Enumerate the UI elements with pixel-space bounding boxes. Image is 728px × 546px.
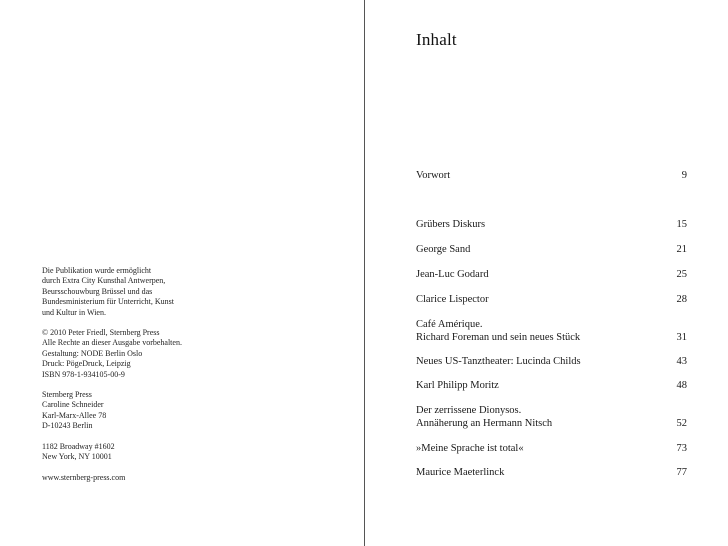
toc-entry[interactable] bbox=[416, 318, 687, 344]
address-line: Karl-Marx-Allee 78 bbox=[42, 410, 107, 420]
toc-entry-title: Jean-Luc Godard bbox=[416, 269, 489, 280]
toc-page-number: 52 bbox=[676, 418, 687, 429]
imprint-page bbox=[42, 266, 242, 493]
page-gutter bbox=[364, 0, 365, 546]
funding-line: Beursschouwburg Brüssel und das bbox=[42, 286, 153, 296]
toc-entry-title: Der zerrissene Dionysos. bbox=[416, 405, 522, 416]
ny-address bbox=[42, 442, 242, 463]
toc-page-number: 21 bbox=[676, 244, 687, 255]
toc-entry-title: Maurice Maeterlinck bbox=[416, 467, 505, 478]
toc-entry-title: »Meine Sprache ist total« bbox=[416, 443, 524, 454]
funding-line: durch Extra City Kunsthal Antwerpen, bbox=[42, 276, 166, 286]
toc-page-number: 9 bbox=[681, 170, 687, 181]
publisher-address bbox=[42, 390, 242, 432]
toc-entry[interactable] bbox=[416, 379, 687, 392]
address-line: Sternberg Press bbox=[42, 390, 92, 400]
toc-page-number: 48 bbox=[676, 380, 687, 391]
funding-line: Die Publikation wurde ermöglicht bbox=[42, 266, 152, 275]
toc-page-number: 31 bbox=[676, 332, 687, 343]
toc-entry[interactable] bbox=[416, 404, 687, 430]
funding-line: und Kultur in Wien. bbox=[42, 307, 106, 317]
toc-page-number: 77 bbox=[676, 467, 687, 478]
toc-entry[interactable] bbox=[416, 355, 687, 368]
copyright-line: © 2010 Peter Friedl, Sternberg Press bbox=[42, 328, 160, 338]
toc-entry-title: Clarice Lispector bbox=[416, 294, 489, 305]
toc-title: Inhalt bbox=[416, 30, 457, 49]
print-credit: Druck: PögeDruck, Leipzig bbox=[42, 359, 131, 369]
toc-entry-title: Café Amérique. bbox=[416, 319, 483, 330]
toc-page-number: 73 bbox=[676, 443, 687, 454]
toc-page-number: 28 bbox=[676, 294, 687, 305]
toc-entry-title: Karl Philipp Moritz bbox=[416, 380, 499, 391]
toc-entry-title: Grübers Diskurs bbox=[416, 219, 486, 230]
funding-note bbox=[42, 266, 242, 318]
address-line: Caroline Schneider bbox=[42, 400, 104, 410]
toc-entry[interactable] bbox=[416, 268, 687, 281]
website-link[interactable]: www.sternberg-press.com bbox=[42, 472, 126, 482]
toc-entry[interactable] bbox=[416, 466, 687, 479]
design-credit: Gestaltung: NODE Berlin Oslo bbox=[42, 348, 143, 358]
address-line: 1182 Broadway #1602 bbox=[42, 441, 115, 451]
toc-entry[interactable] bbox=[416, 243, 687, 256]
toc-page-number: 15 bbox=[676, 219, 687, 230]
toc-page-number: 25 bbox=[676, 269, 687, 280]
isbn: ISBN 978-1-934105-00-9 bbox=[42, 369, 125, 379]
rights-block bbox=[42, 328, 242, 380]
toc-entry-subtitle: Annäherung an Hermann Nitsch bbox=[416, 418, 553, 429]
toc-page-number: 43 bbox=[676, 356, 687, 367]
toc-entry[interactable] bbox=[416, 169, 687, 182]
toc-entry[interactable] bbox=[416, 218, 687, 231]
toc-entry[interactable] bbox=[416, 293, 687, 306]
toc-entry[interactable] bbox=[416, 442, 687, 455]
toc-entry-title: George Sand bbox=[416, 244, 471, 255]
toc-entry-title: Vorwort bbox=[416, 170, 451, 181]
website-block bbox=[42, 473, 242, 483]
funding-line: Bundesministerium für Unterricht, Kunst bbox=[42, 297, 174, 307]
address-line: New York, NY 10001 bbox=[42, 452, 112, 462]
rights-line: Alle Rechte an dieser Ausgabe vorbehalten. bbox=[42, 338, 182, 348]
toc-entry-subtitle: Richard Foreman und sein neues Stück bbox=[416, 332, 581, 343]
address-line: D-10243 Berlin bbox=[42, 421, 93, 431]
toc-entry-title: Neues US-Tanztheater: Lucinda Childs bbox=[416, 356, 581, 367]
